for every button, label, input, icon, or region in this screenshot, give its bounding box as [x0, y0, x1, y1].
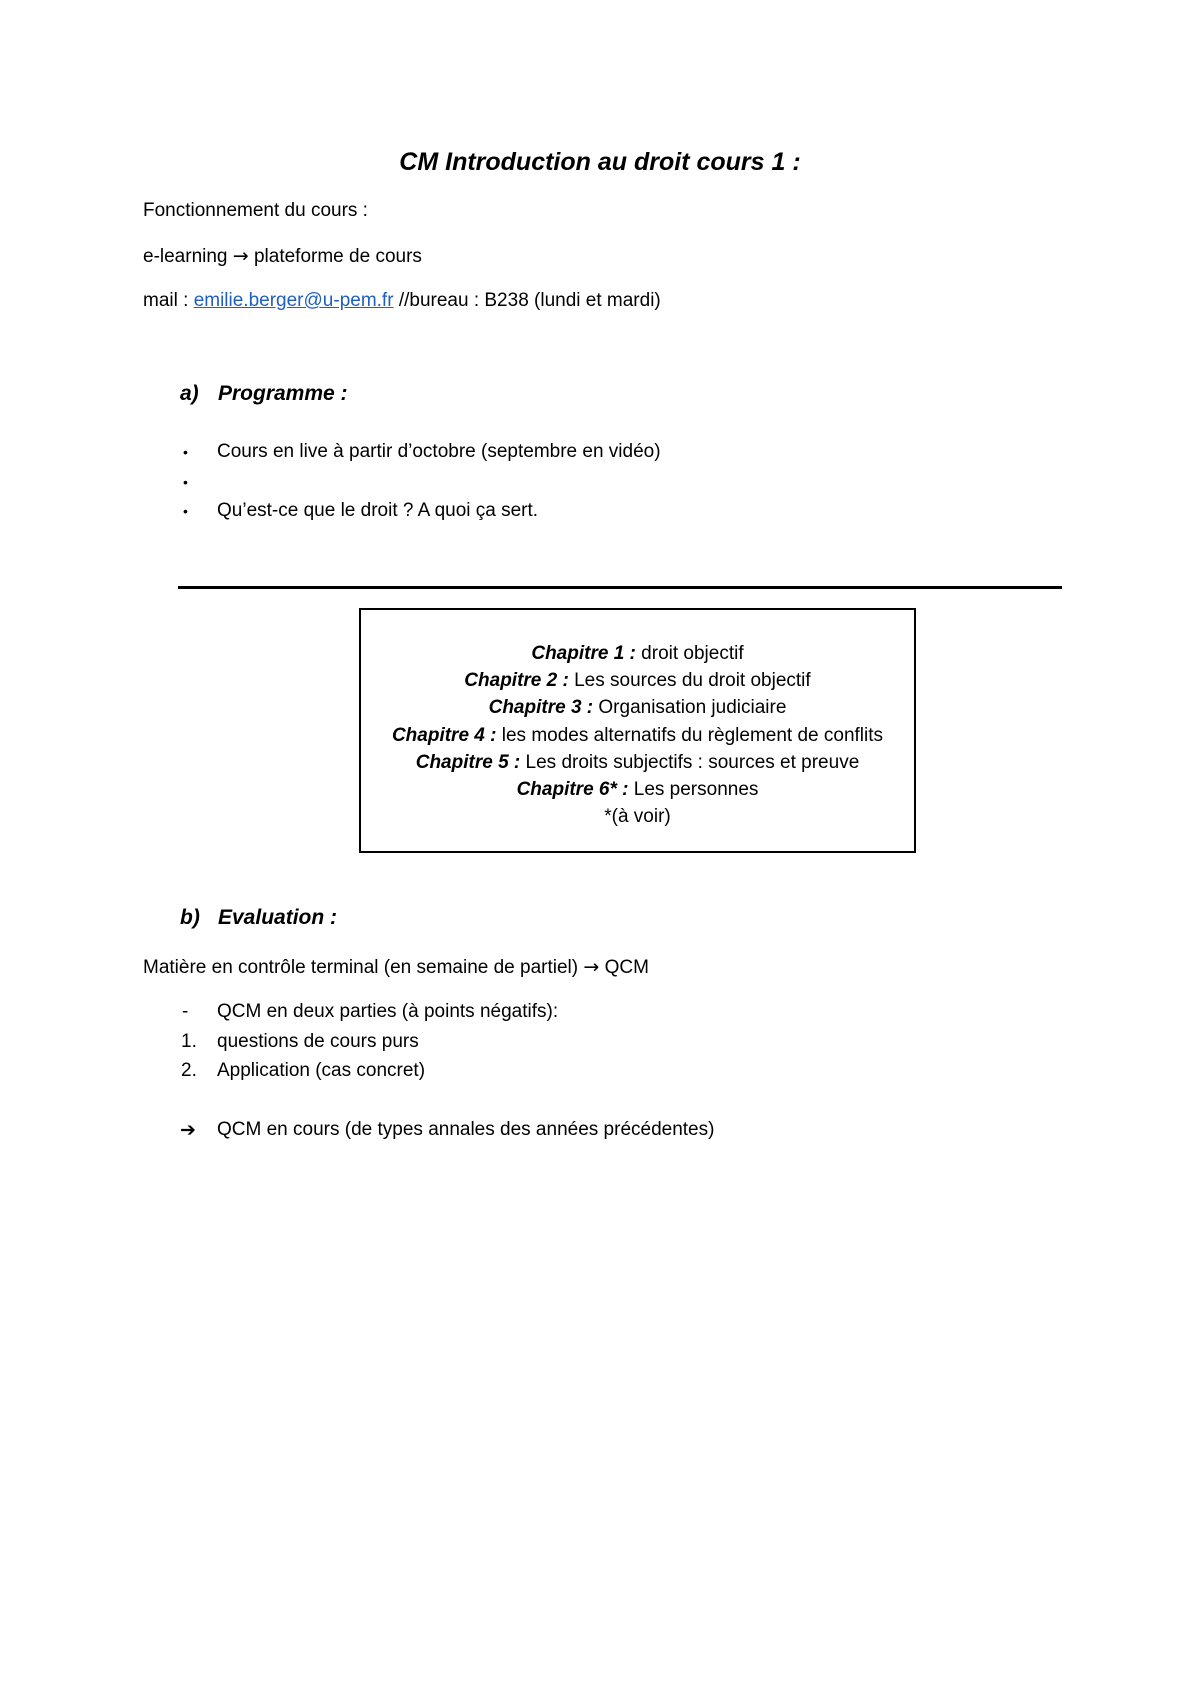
matiere-line [143, 956, 649, 979]
chapter-label: Chapitre 2 : [464, 670, 569, 692]
elearning-label: e-learning [143, 246, 228, 267]
section-b-label: Evaluation : [218, 906, 338, 929]
chapter-row [361, 776, 914, 803]
section-b-heading [180, 906, 337, 930]
arrow-right-icon: → [232, 245, 249, 267]
chapter-label: Chapitre 3 : [488, 697, 594, 719]
list-item: QCM en cours (de types annales des années précédentes) [217, 1119, 715, 1140]
chapter-row [361, 640, 914, 667]
chapter-text: Les droits subjectifs : sources et preuve [525, 751, 860, 773]
list-item: Application (cas concret) [217, 1060, 426, 1081]
section-a-label: Programme : [218, 382, 348, 405]
list-item: Cours en live à partir d’octobre (septembre en vidéo) [217, 441, 661, 462]
chapter-text: Organisation judiciaire [598, 697, 787, 719]
mail-label: mail : [143, 290, 189, 311]
section-a-heading [180, 382, 348, 406]
chapter-label: Chapitre 4 : [391, 724, 497, 746]
email-link[interactable]: emilie.berger@u-pem.fr [193, 290, 394, 311]
section-b-marker: b) [180, 906, 200, 929]
bullet-icon: • [183, 444, 188, 460]
dash-marker: - [182, 1001, 189, 1022]
fonctionnement-line: Fonctionnement du cours : [143, 200, 368, 221]
bureau-info: //bureau : B238 (lundi et mardi) [398, 290, 661, 311]
chapter-text: Les sources du droit objectif [574, 670, 811, 692]
matiere-result: QCM [604, 957, 649, 978]
chapter-label: Chapitre 1 : [531, 643, 636, 664]
section-a-marker: a) [180, 382, 199, 405]
number-marker: 1. [181, 1031, 197, 1052]
chapter-row [361, 722, 914, 749]
chapter-text: les modes alternatifs du règlement de conflits [501, 724, 884, 746]
chapter-text: droit objectif [641, 643, 744, 664]
list-item: questions de cours purs [217, 1031, 419, 1052]
chapter-row [361, 694, 914, 721]
chapter-list [361, 640, 914, 830]
bullet-icon: • [183, 474, 188, 490]
chapters-box [359, 608, 916, 853]
list-item: QCM en deux parties (à points négatifs): [217, 1001, 559, 1022]
chapter-row [361, 749, 914, 776]
chapter-text: Les personnes [633, 779, 759, 801]
document-title: CM Introduction au droit cours 1 : [399, 148, 801, 176]
list-item: Qu’est-ce que le droit ? A quoi ça sert. [217, 500, 539, 521]
chapter-row [361, 667, 914, 694]
elearning-line [143, 245, 422, 268]
matiere-text: Matière en contrôle terminal (en semaine de partiel) [143, 957, 579, 978]
number-marker: 2. [181, 1060, 197, 1081]
chapter-label: Chapitre 6* : [516, 779, 629, 801]
elearning-target: plateforme de cours [253, 246, 422, 267]
bold-arrow-icon: ➔ [180, 1119, 196, 1141]
chapters-note: *(à voir) [604, 806, 671, 828]
bullet-icon: • [183, 503, 188, 519]
horizontal-divider [178, 586, 1062, 589]
arrow-right-icon: → [583, 956, 600, 978]
mail-line [143, 290, 661, 312]
chapter-label: Chapitre 5 : [415, 751, 521, 773]
